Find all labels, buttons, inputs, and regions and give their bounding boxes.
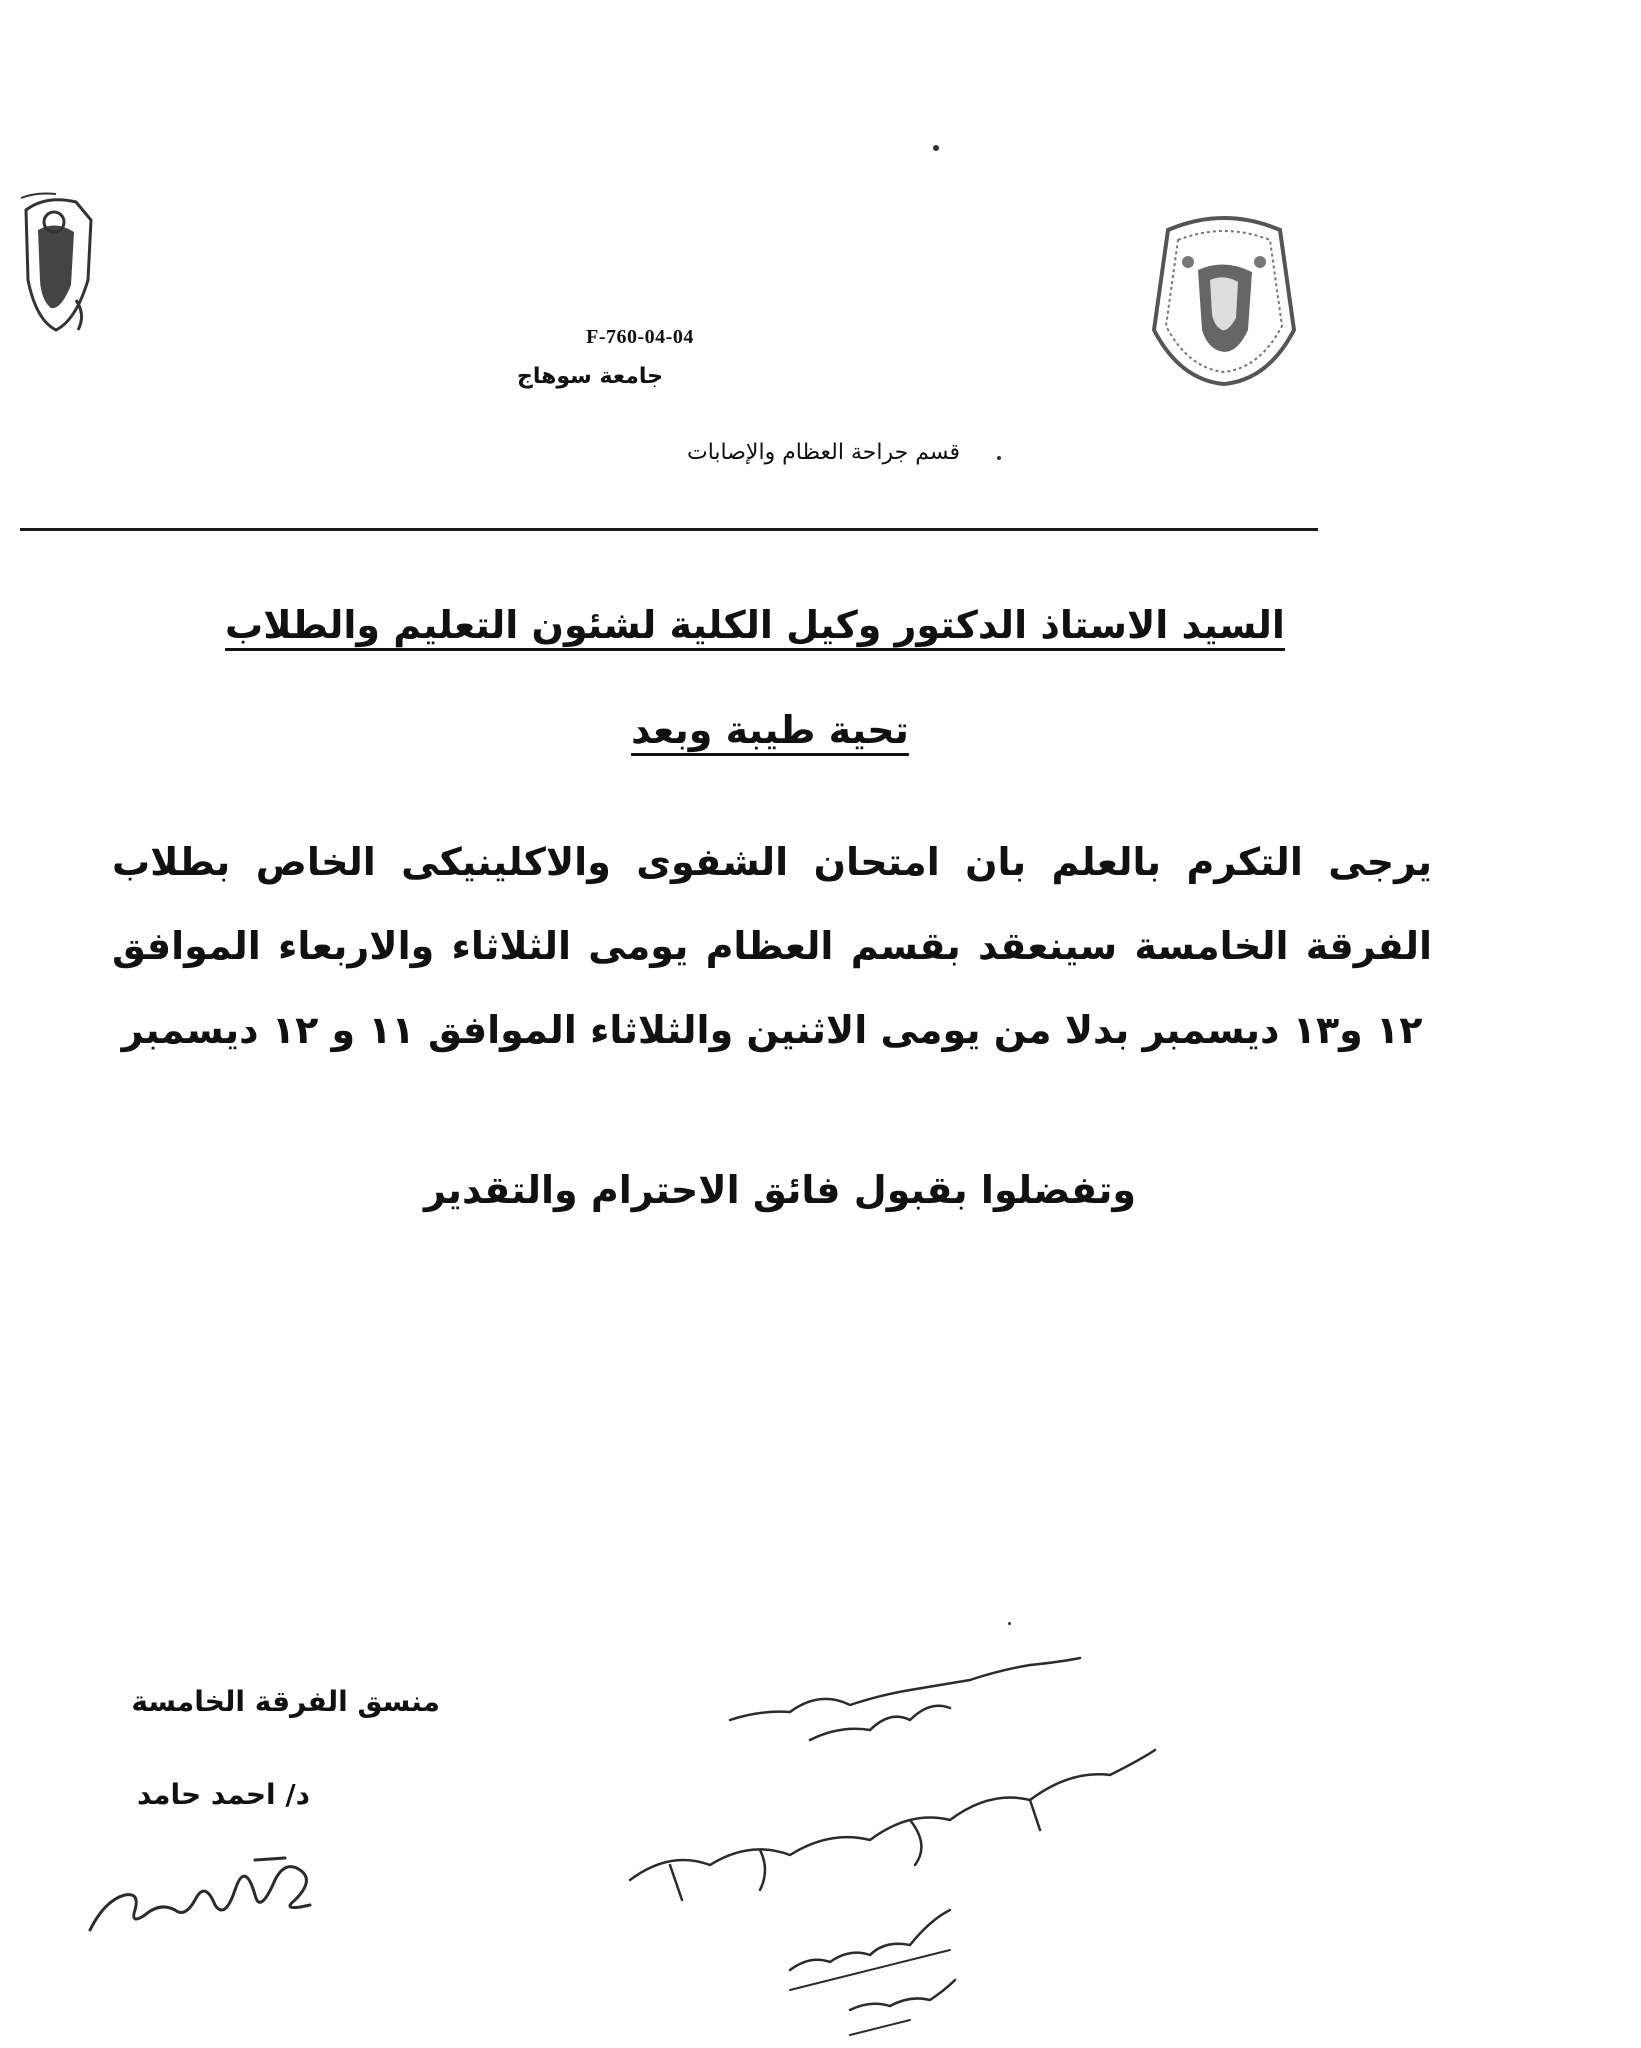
university-name: جامعة سوهاج: [517, 364, 663, 389]
faculty-logo-icon: [16, 190, 98, 340]
scan-speck: [997, 456, 1001, 460]
scan-speck: [933, 145, 939, 151]
form-code: F-760-04-04: [586, 326, 694, 348]
letter-closing: وتفضلوا بقبول فائق الاحترام والتقدير: [424, 1168, 1136, 1212]
signature-icon: [85, 1840, 325, 1940]
letter-greeting: تحية طيبة وبعد: [631, 708, 909, 752]
letter-body: يرجى التكرم بالعلم بان امتحان الشفوى والاكلينيكى الخاص بطلاب الفرقة الخامسة سينعقد بقسم العظام يومى الثلاثاء والاربعاء الموافق ١٢ و١٣ ديسمبر بدلا من يومى الاثنين والثلاثاء الموافق ١١ و ١٢ ديسمبر: [112, 840, 1432, 1052]
university-seal-icon: [1148, 210, 1300, 386]
handwritten-note-icon: [610, 1650, 1170, 2040]
signatory-name: د/ احمد حامد: [136, 1778, 310, 1811]
letter-addressee: السيد الاستاذ الدكتور وكيل الكلية لشئون التعليم والطلاب: [225, 603, 1285, 647]
signatory-title: منسق الفرقة الخامسة: [131, 1685, 440, 1718]
scan-speck: [1008, 1622, 1011, 1625]
department-name: قسم جراحة العظام والإصابات: [686, 440, 960, 465]
header-divider: [20, 528, 1318, 531]
